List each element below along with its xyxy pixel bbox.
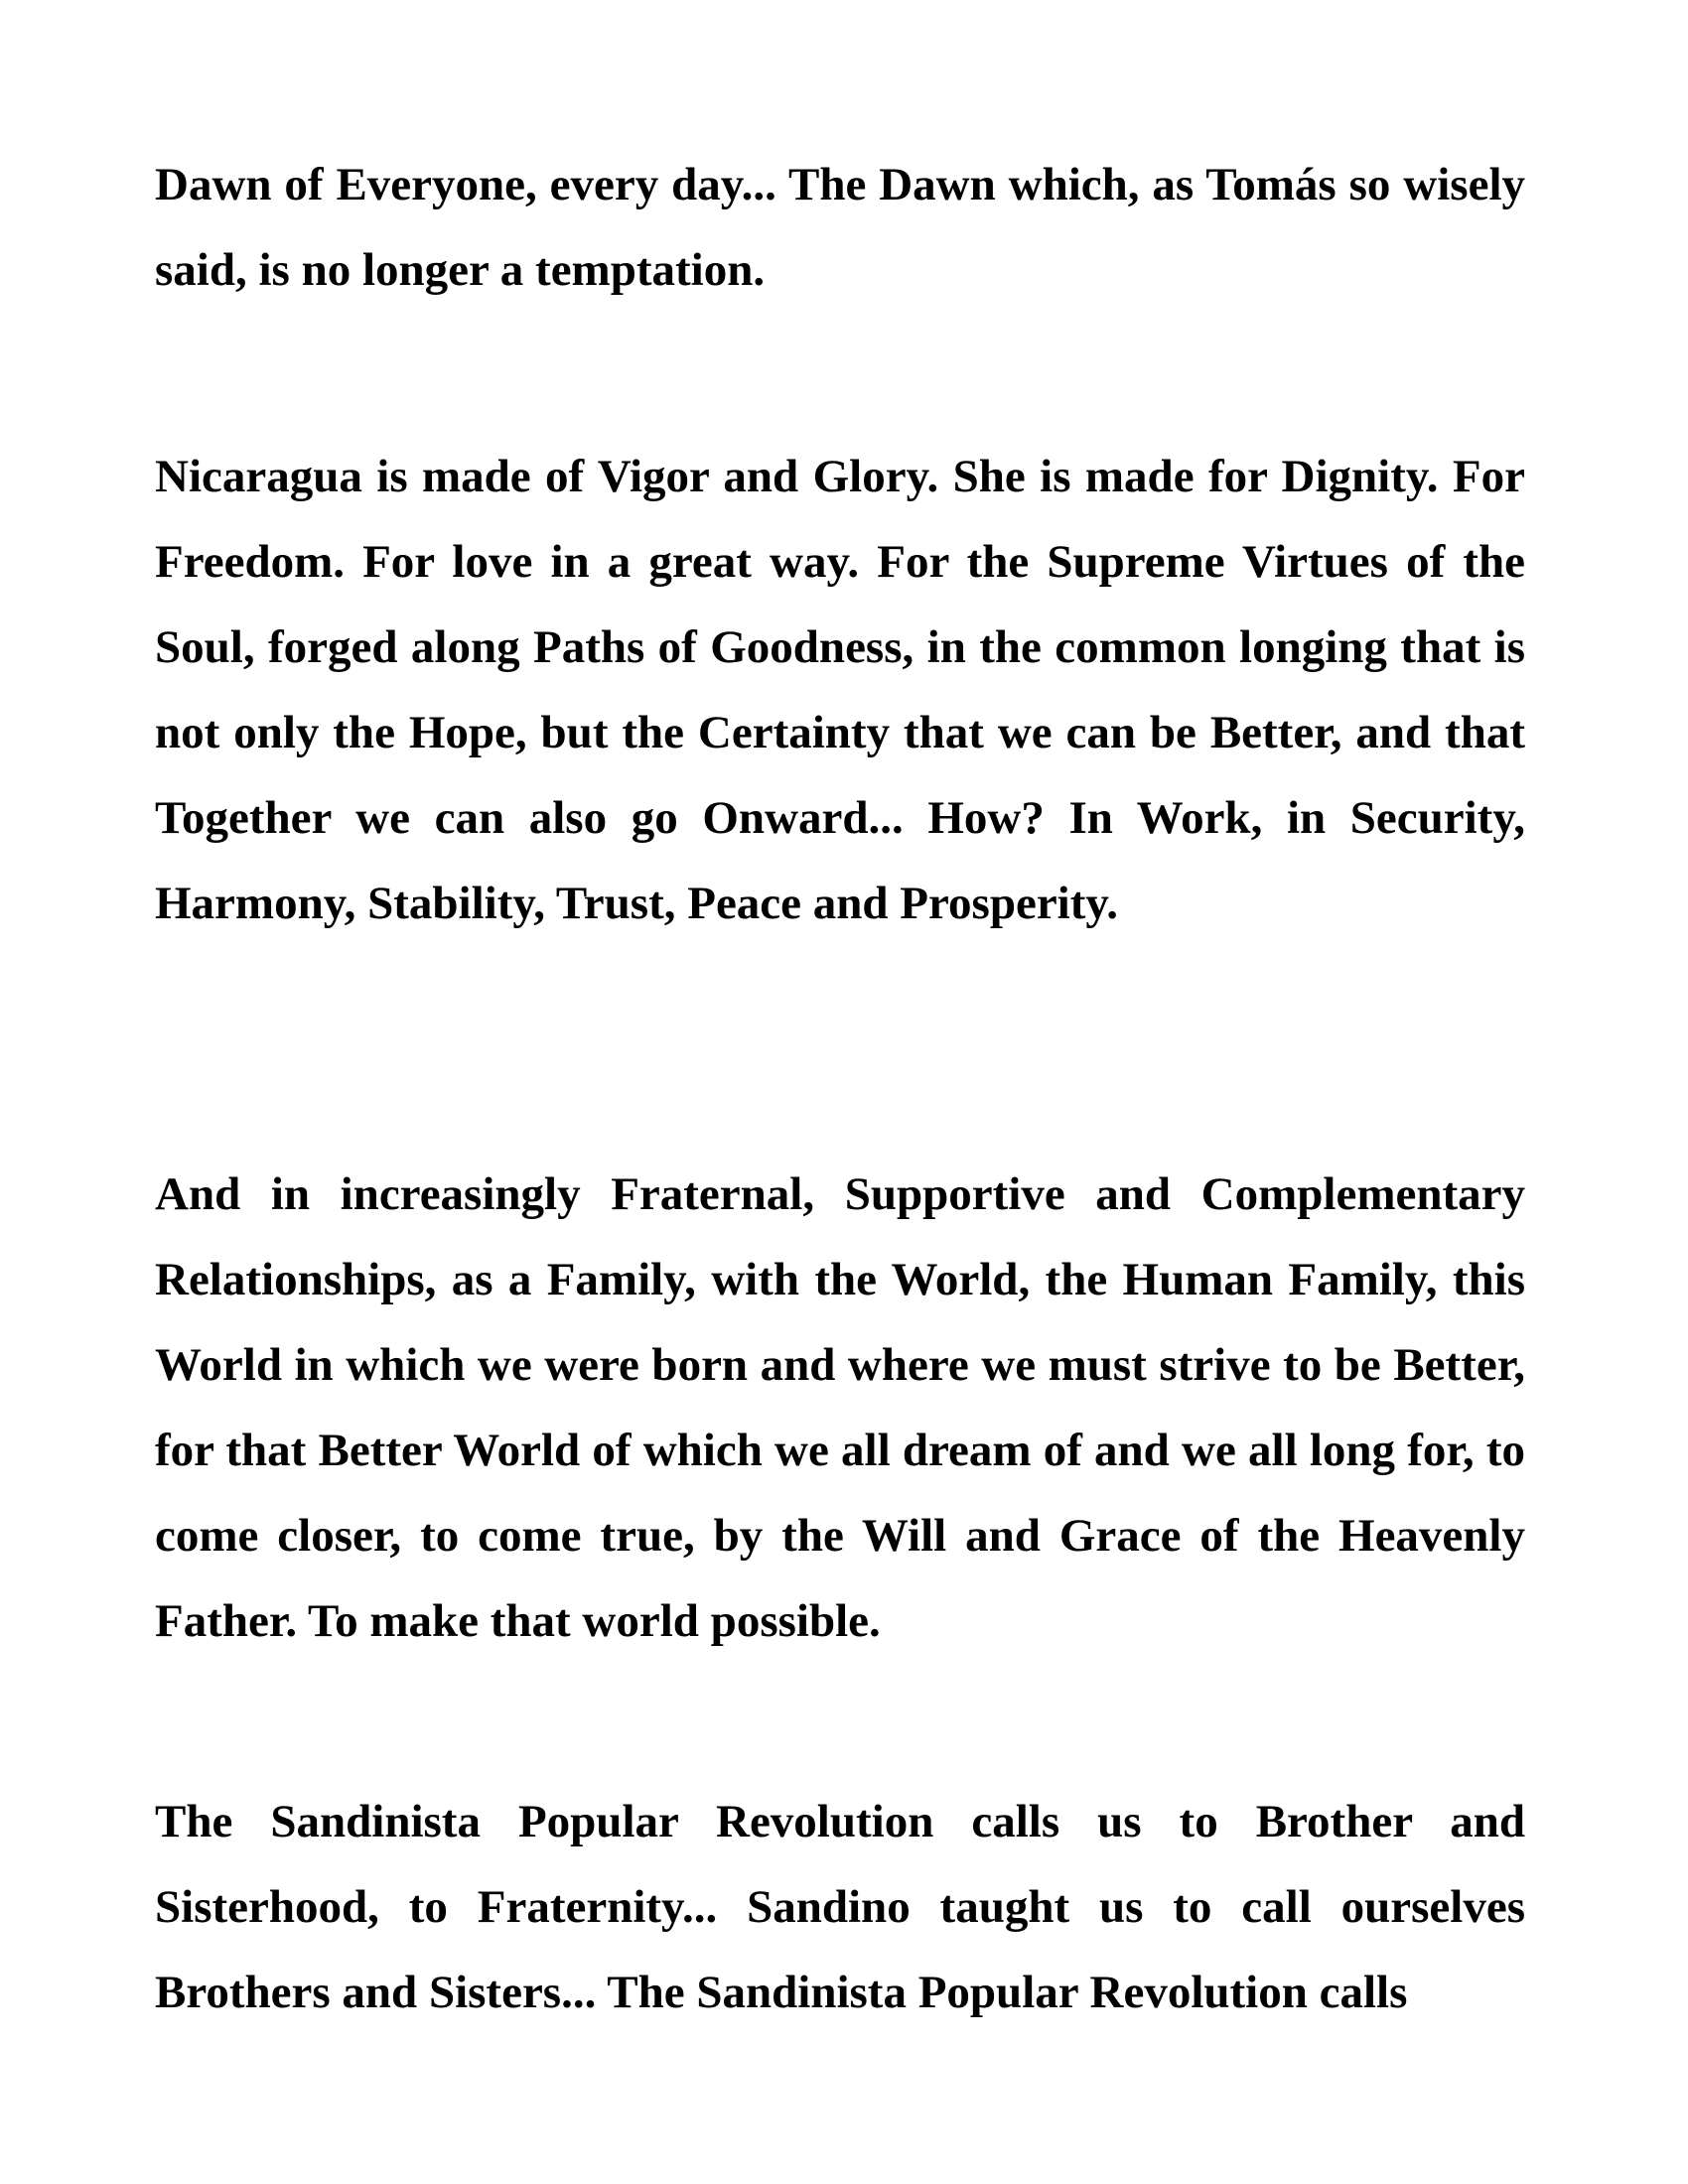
paragraph-sandinista: The Sandinista Popular Revolution calls us to Brother and Sisterhood, to Fraternity... Sandino taught us to call ourselves Brothers and Sisters... The Sandinista Popular Revolution calls [155,1796,1525,2018]
paragraph-nicaragua: Nicaragua is made of Vigor and Glory. She is made for Dignity. For Freedom. For love in a great way. For the Supreme Virtues of the Soul, forged along Paths of Goodness, in the common longing that is not only the Hope, but the Certainty that we can be Better, and that Together we can also go Onward... How? In Work, in Security, Harmony, Stability, Trust, Peace and Prosperity. [155,451,1525,929]
paragraph-dawn: Dawn of Everyone, every day... The Dawn which, as Tomás so wisely said, is no longer a temptation. [155,159,1525,296]
paragraph-relationships: And in increasingly Fraternal, Supportive and Complementary Relationships, as a Family, with the World, the Human Family, this World in which we were born and where we must strive to be Better, for that Better World of which we all dream of and we all long for, to come closer, to come true, by the Will and Grace of the Heavenly Father. To make that world possible. [155,1168,1525,1647]
